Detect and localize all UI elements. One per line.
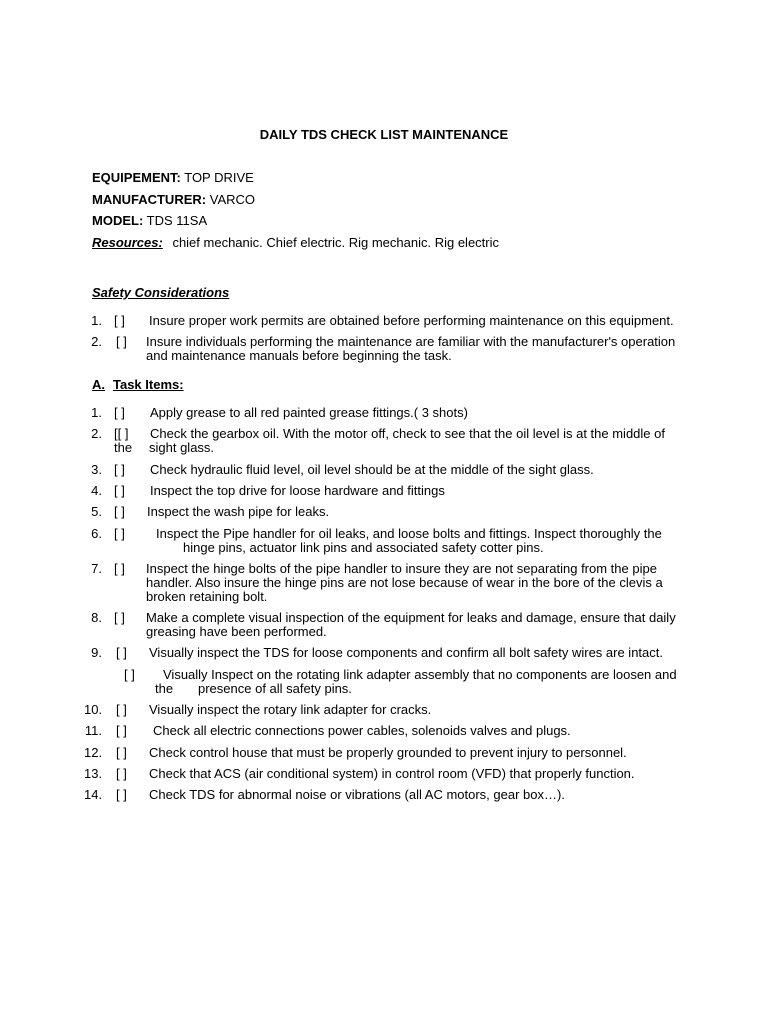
task-heading-label: Task Items: [113,377,184,392]
checkbox[interactable]: [ ] [116,787,127,802]
item-text: the [114,440,133,455]
item-text: Inspect the Pipe handler for oil leaks, and loose bolts and fittings. Inspect thoroughly the [156,526,662,541]
item-number: 1. [91,405,102,420]
checkbox[interactable]: [ ] [116,702,127,717]
model-label: MODEL: [92,213,144,228]
checkbox[interactable]: [ ] [116,334,127,349]
checkbox[interactable]: [ ] [114,462,125,477]
item-text: greasing have been performed. [146,624,327,639]
item-text: Inspect the hinge bolts of the pipe handler to insure they are not separating from the pipe [146,561,657,576]
checkbox[interactable]: [[ ] [114,426,129,441]
checkbox[interactable]: [ ] [114,483,125,498]
item-text: sight glass. [149,440,215,455]
item-text: Visually inspect the TDS for loose components and confirm all bolt safety wires are intact. [149,645,663,660]
item-number: 4. [91,483,102,498]
equipment-label: EQUIPEMENT: [92,170,181,185]
checkbox[interactable]: [ ] [114,405,125,420]
checkbox[interactable]: [ ] [116,766,127,781]
safety-heading: Safety Considerations [92,285,230,300]
checkbox[interactable]: [ ] [114,313,125,328]
manufacturer-label: MANUFACTURER: [92,192,207,207]
item-text: presence of all safety pins. [198,681,352,696]
checkbox[interactable]: [ ] [124,667,135,682]
item-text: handler. Also insure the hinge pins are not lose because of wear in the bore of the clevis a [146,575,663,590]
document-title: DAILY TDS CHECK LIST MAINTENANCE [259,127,509,142]
item-text: and maintenance manuals before beginning the task. [146,348,452,363]
equipment-value: TOP DRIVE [184,170,254,185]
item-number: 2. [91,334,102,349]
item-number: 12. [84,745,103,760]
item-number: 3. [91,462,102,477]
item-text: Visually Inspect on the rotating link adapter assembly that no components are loosen and [163,667,677,682]
checkbox[interactable]: [ ] [114,504,125,519]
model-line [92,213,207,228]
model-value: TDS 11SA [146,213,208,228]
item-number: 6. [91,526,102,541]
item-text: Inspect the top drive for loose hardware and fittings [150,483,445,498]
item-text: Check the gearbox oil. With the motor off, check to see that the oil level is at the middle of [150,426,665,441]
resources-value: chief mechanic. Chief electric. Rig mechanic. Rig electric [172,235,500,250]
item-text: Inspect the wash pipe for leaks. [147,504,330,519]
item-number: 8. [91,610,102,625]
item-number: 1. [91,313,102,328]
checkbox[interactable]: [ ] [114,561,125,576]
resources-label: Resources: [92,235,163,250]
item-number: 9. [91,645,102,660]
checkbox[interactable]: [ ] [116,723,127,738]
task-items-heading [92,377,184,392]
item-text: Check all electric connections power cables, solenoids valves and plugs. [153,723,571,738]
task-heading-prefix: A. [92,377,105,392]
item-text: Check that ACS (air conditional system) in control room (VFD) that properly function. [149,766,635,781]
item-text: Insure proper work permits are obtained before performing maintenance on this equipment. [149,313,674,328]
item-text: Check control house that must be properly grounded to prevent injury to personnel. [149,745,627,760]
checkbox[interactable]: [ ] [114,526,125,541]
manufacturer-value: VARCO [209,192,255,207]
item-number: 11. [84,723,102,738]
item-text: Check hydraulic fluid level, oil level should be at the middle of the sight glass. [150,462,594,477]
item-text: the [155,681,174,696]
item-number: 14. [84,787,103,802]
item-text: Insure individuals performing the maintenance are familiar with the manufacturer's operation [146,334,676,349]
item-text: Visually inspect the rotary link adapter for cracks. [149,702,432,717]
checkbox[interactable]: [ ] [116,745,127,760]
item-text: Apply grease to all red painted grease fittings.( 3 shots) [150,405,468,420]
resources-line [92,235,499,250]
item-number: 7. [91,561,102,576]
item-number: 2. [91,426,102,441]
item-text: hinge pins, actuator link pins and associated safety cotter pins. [183,540,544,555]
item-text: Make a complete visual inspection of the equipment for leaks and damage, ensure that daily [146,610,676,625]
checkbox[interactable]: [ ] [114,610,125,625]
item-text: broken retaining bolt. [146,589,268,604]
item-number: 13. [84,766,103,781]
manufacturer-line [92,192,255,207]
item-number: 5. [91,504,102,519]
item-text: Check TDS for abnormal noise or vibrations (all AC motors, gear box…). [149,787,565,802]
item-number: 10. [84,702,103,717]
checkbox[interactable]: [ ] [116,645,127,660]
equipment-line [92,170,254,185]
